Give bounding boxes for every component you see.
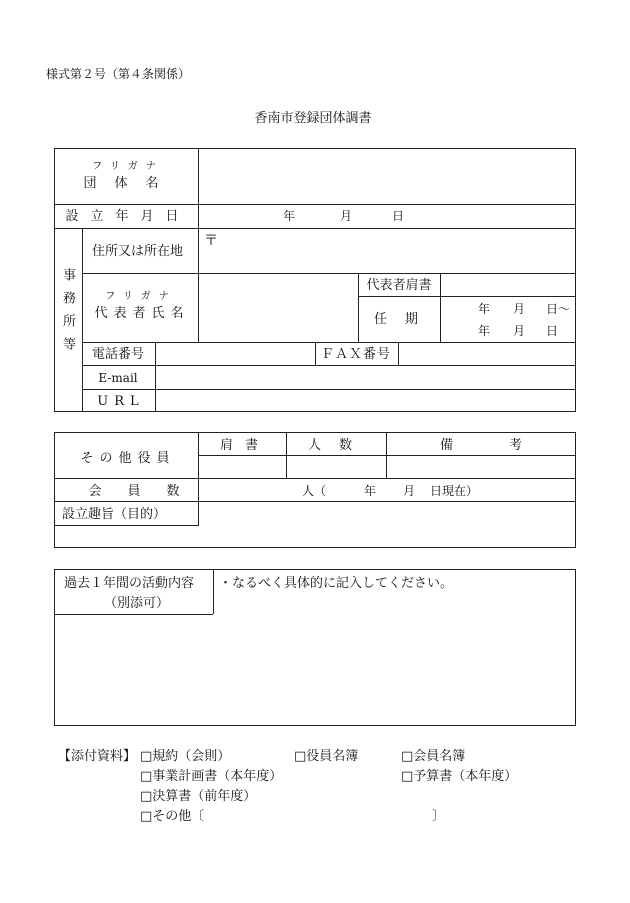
phone-label: 電話番号: [92, 347, 145, 362]
rep-name-furigana: フリガナ: [105, 291, 177, 302]
group-name-label: 団体名: [83, 176, 177, 191]
term-year-end: 年: [478, 324, 491, 338]
est-day: 日: [392, 209, 405, 223]
members-person: 人（: [302, 484, 327, 498]
established-label: 設立年月日: [65, 209, 191, 224]
term-month-start: 月: [513, 302, 526, 316]
members-month: 月: [403, 484, 416, 498]
attach-budget-checkbox[interactable]: □予算書（本年度）: [401, 769, 518, 784]
activity-label: 過去１年間の活動内容: [64, 576, 195, 591]
postal-mark: 〒: [204, 233, 218, 249]
officers-label: その他役員: [80, 451, 176, 466]
term-month-end: 月: [513, 324, 526, 338]
members-day: 日現在）: [430, 484, 479, 498]
activity-hint: ・なるべく具体的に記入してください。: [219, 576, 454, 591]
term-day-end: 日: [546, 324, 559, 338]
term-label: 任期: [373, 312, 437, 327]
term-year-start: 年: [478, 302, 491, 316]
attach-other-checkbox[interactable]: □その他〔: [140, 809, 205, 824]
email-label: E-mail: [98, 371, 138, 385]
attach-officer-list-checkbox[interactable]: □役員名簿: [294, 749, 359, 764]
rep-title-label: 代表者肩書: [366, 278, 432, 293]
col-count-header: 人数: [307, 438, 371, 453]
members-label: 会員数: [88, 484, 206, 499]
activity-note: （別添可）: [104, 596, 170, 611]
members-year: 年: [364, 484, 377, 498]
term-day-start: 日〜: [546, 302, 571, 316]
fax-label: ＦＡＸ番号: [320, 347, 392, 362]
attach-member-list-checkbox[interactable]: □会員名簿: [401, 749, 466, 764]
rep-name-label: 代表者氏名: [94, 306, 190, 321]
group-name-furigana: フリガナ: [92, 161, 164, 172]
attach-settlement-checkbox[interactable]: □決算書（前年度）: [140, 789, 257, 804]
office-label: 事務所等: [60, 268, 75, 360]
address-label: 住所又は所在地: [92, 244, 184, 259]
purpose-label: 設立趣旨（目的）: [62, 507, 167, 522]
attach-bylaws-checkbox[interactable]: □規約（会則）: [140, 749, 231, 764]
attach-business-plan-checkbox[interactable]: □事業計画書（本年度）: [140, 769, 283, 784]
est-month: 月: [340, 209, 353, 223]
attachments-label: 【添付資料】: [58, 749, 137, 764]
page-title: 香南市登録団体調書: [254, 111, 372, 126]
attach-other-close-bracket: 〕: [432, 809, 446, 824]
url-label: URL: [97, 394, 145, 409]
col-remarks-header: 備考: [439, 438, 579, 453]
activity-table: [54, 569, 576, 726]
col-title-header: 肩書: [219, 438, 271, 453]
est-year: 年: [283, 209, 296, 223]
form-number: 様式第２号（第４条関係）: [46, 67, 191, 81]
